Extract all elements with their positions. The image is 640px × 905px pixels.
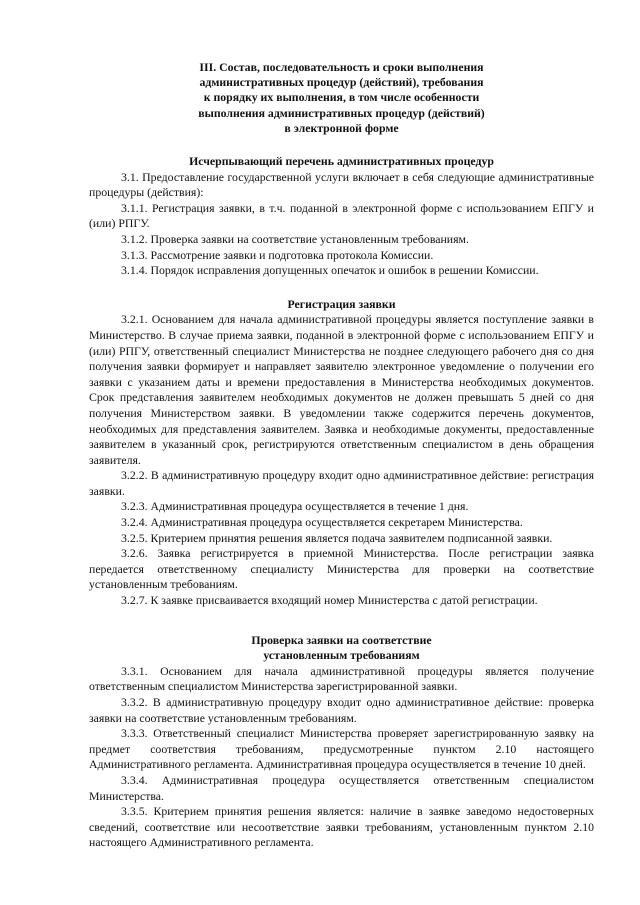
paragraph: 3.3.1. Основанием для начала административной процедуры является получение ответственным специалистом Министерства зарегистрированной заявки. (89, 663, 594, 694)
chapter-title (89, 60, 594, 136)
chapter-title-line: к порядку их выполнения, в том числе особенности (203, 90, 480, 105)
chapter-title-line: выполнения административных процедур (действий) (198, 105, 485, 120)
paragraph: 3.1.4. Порядок исправления допущенных опечаток и ошибок в решении Комиссии. (121, 263, 539, 278)
paragraph: 3.1. Предоставление государственной услуги включает в себя следующие административные процедуры (действия): (89, 169, 594, 200)
paragraph: 3.2.6. Заявка регистрируется в приемной Министерства. После регистрации заявка передается ответственному специалисту Министерства для проверки на соответствие установленным требованиям. (89, 546, 594, 592)
spacer (89, 609, 594, 633)
section-heading-check (89, 633, 594, 664)
paragraph: 3.3.5. Критерием принятия решения является: наличие в заявке заведомо недостоверных сведений, соответствие или несоответствие заявки требованиям, установленным пунктом 2.10 настоящего Административного регламента. (89, 804, 594, 850)
paragraph: 3.2.3. Административная процедура осуществляется в течение 1 дня. (121, 499, 469, 514)
paragraph: 3.2.1. Основанием для начала административной процедуры является поступление заявки в Министерство. В случае приема заявки, поданной в электронной форме с использованием ЕПГУ и (или) РПГУ, ответственный специалист Министерства не позднее следующего рабочего дня со дня получения заявки формирует и направляет заявителю электронное уведомление о получении его заявки с указанием даты и времени предоставления в Министерства необходимых документов. Срок представления заявителем необходимых документов не должен превышать 5 дней со дня получения Министерством заявки. В уведомлении также содержится перечень документов, необходимых для представления заявителем. Заявка и необходимые документы, предоставленные заявителем в указанный срок, регистрируются ответственным специалистом в день обращения заявителя. (89, 312, 594, 467)
paragraph: 3.3.4. Административная процедура осуществляется ответственным специалистом Министерства. (89, 772, 594, 803)
paragraph: 3.3.3. Ответственный специалист Министерства проверяет зарегистрированную заявку на предмет соответствия требованиям, предусмотренные пунктом 2.10 настоящего Административного регламента. Административная процедура осуществляется в течение 10 дней. (89, 726, 594, 772)
chapter-title-line: в электронной форме (284, 120, 399, 135)
section-heading-registration: Регистрация заявки (287, 296, 396, 311)
section-heading-check-line: установленным требованиям (263, 648, 420, 663)
paragraph: 3.1.2. Проверка заявки на соответствие установленным требованиям. (121, 231, 469, 246)
paragraph: 3.2.4. Административная процедура осуществляется секретарем Министерства. (121, 515, 523, 530)
paragraph: 3.2.7. К заявке присваивается входящий номер Министерства с датой регистрации. (121, 593, 538, 608)
paragraph: 3.3.2. В административную процедуру входит одно административное действие: проверка заявки на соответствие установленным требованиям. (89, 695, 594, 725)
chapter-title-line: III. Состав, последовательность и сроки выполнения (199, 60, 484, 74)
document-page (89, 60, 594, 851)
section-heading-list: Исчерпывающий перечень административных процедур (189, 154, 494, 169)
spacer (89, 279, 594, 297)
section-heading-check-line: Проверка заявки на соответствие (251, 632, 432, 647)
chapter-title-line: административных процедур (действий), требования (199, 75, 484, 90)
paragraph: 3.1.3. Рассмотрение заявки и подготовка протокола Комиссии. (121, 247, 434, 262)
paragraph: 3.1.1. Регистрация заявки, в т.ч. поданной в электронной форме с использованием ЕПГУ и (или) РПГУ. (89, 200, 594, 231)
paragraph: 3.2.5. Критерием принятия решения является подача заявителем подписанной заявки. (121, 530, 553, 545)
spacer (89, 136, 594, 154)
paragraph: 3.2.2. В административную процедуру входит одно административное действие: регистрация заявки. (89, 468, 594, 498)
